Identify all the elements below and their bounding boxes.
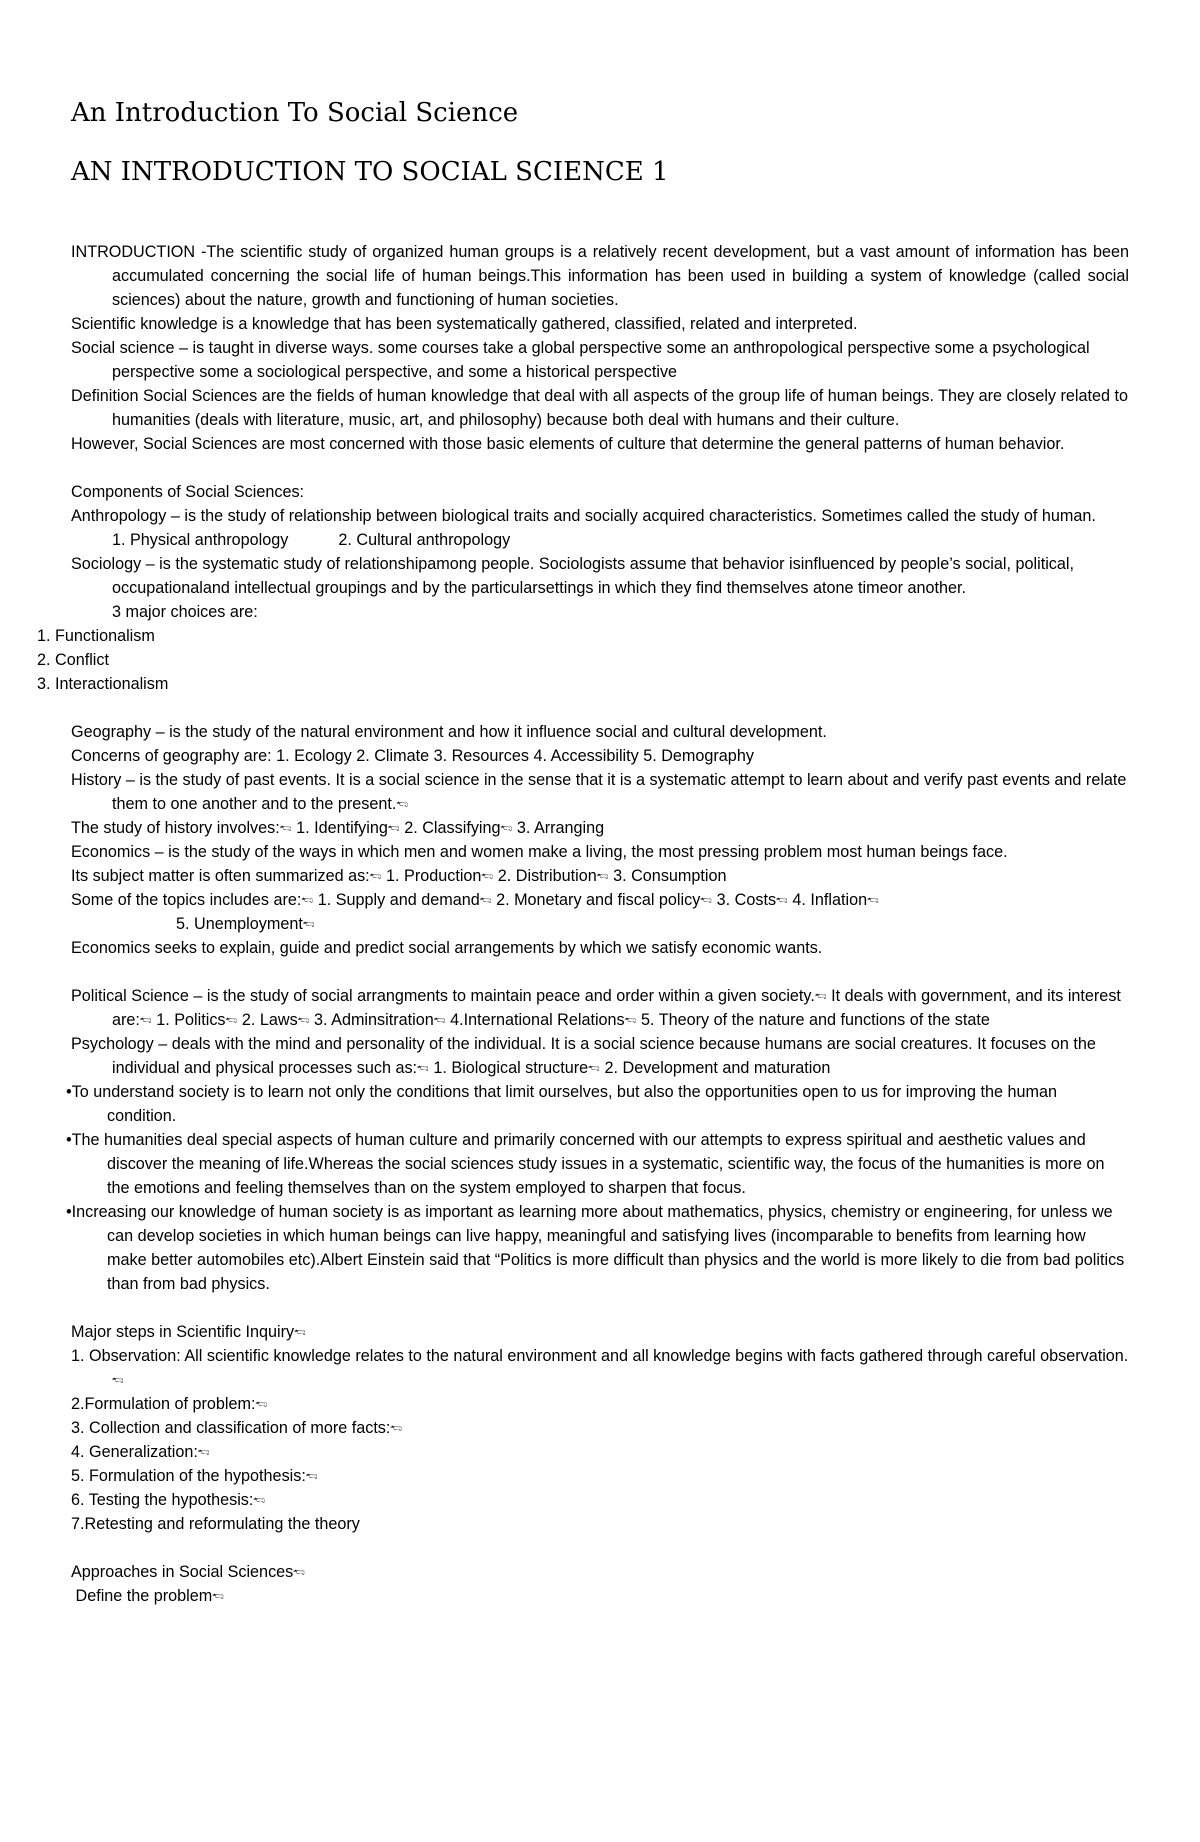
scientific-knowledge-paragraph: Scientific knowledge is a knowledge that has been systematically gathered, classified, related and interpreted. — [71, 315, 858, 333]
anthropology-type-physical: 1. Physical anthropology — [112, 531, 289, 549]
bullet-item: •Increasing our knowledge of human society is as important as learning more about mathematics, physics, chemistry or engineering, for unless we can develop societies in which human beings can live happy, meaningful and satisfying lives (incomparable to benefits from learning how make better automobiles etc).Albert Einstein said that “Politics is more difficult than physics and the world is more likely to die from bad politics than from bad physics. — [66, 1203, 1125, 1293]
choice-item: 2. Conflict — [37, 651, 109, 669]
geography-concerns: Concerns of geography are: 1. Ecology 2. Climate 3. Resources 4. Accessibility 5. Demography — [71, 747, 754, 765]
inquiry-heading: Major steps in Scientific Inquiry🖘 — [71, 1323, 306, 1341]
bullet-item: •To understand society is to learn not only the conditions that limit ourselves, but also the opportunities open to us for improving the human condition. — [66, 1083, 1057, 1125]
intro-paragraph: INTRODUCTION -The scientific study of organized human groups is a relatively recent development, but a vast amount of information has been accumulated concerning the social life of human beings.This information has been used in building a system of knowledge (called social sciences) about the nature, growth and functioning of human societies. — [71, 243, 1129, 309]
approaches-heading: Approaches in Social Sciences🖘 — [71, 1563, 306, 1581]
political-science-paragraph: Political Science – is the study of social arrangments to maintain peace and order within a given society.🖘 It deals with government, and its interest are:🖘 1. Politics🖘 2. Laws🖘 3. Adminsitration🖘 4.International Relations🖘 5. Theory of the nature and functions of the state — [71, 987, 1121, 1029]
however-paragraph: However, Social Sciences are most concerned with those basic elements of culture that determine the general patterns of human behavior. — [71, 435, 1065, 453]
inquiry-step: 5. Formulation of the hypothesis:🖘 — [71, 1467, 318, 1485]
inquiry-step: 3. Collection and classification of more facts:🖘 — [71, 1419, 403, 1437]
document-subtitle: AN INTRODUCTION TO SOCIAL SCIENCE 1 — [71, 157, 669, 187]
spacer — [71, 696, 1129, 720]
economics-paragraph: Economics – is the study of the ways in which men and women make a living, the most pressing problem most human beings face. — [71, 843, 1008, 861]
spacer — [71, 456, 1129, 480]
spacer — [71, 1536, 1129, 1560]
history-paragraph: History – is the study of past events. It is a social science in the sense that it is a systematic attempt to learn about and verify past events and relate them to one another and to the present.🖘 — [71, 771, 1127, 813]
economics-topics-continued — [71, 912, 1129, 936]
economics-topics-cont-text: 5. Unemployment🖘 — [176, 915, 315, 933]
document-body — [37, 240, 1129, 1608]
psychology-paragraph: Psychology – deals with the mind and personality of the individual. It is a social science because humans are social creatures. It focuses on the individual and physical processes such as:🖘 1. Biological structure🖘 2. Development and maturation — [71, 1035, 1096, 1077]
choice-item: 1. Functionalism — [37, 627, 155, 645]
economics-seeks: Economics seeks to explain, guide and predict social arrangements by which we satisfy economic wants. — [71, 939, 823, 957]
anthropology-types — [71, 528, 1129, 552]
sociology-paragraph: Sociology – is the systematic study of relationshipamong people. Sociologists assume that behavior isinfluenced by people’s social, political, occupationaland intellectual groupings and by the particularsettings in which they find themselves atone timeor another. — [71, 555, 1074, 597]
social-science-paragraph: Social science – is taught in diverse ways. some courses take a global perspective some an anthropological perspective some a psychological perspective some a sociological perspective, and some a historical perspective — [71, 339, 1090, 381]
geography-paragraph: Geography – is the study of the natural environment and how it influence social and cultural development. — [71, 723, 827, 741]
choices-heading: 3 major choices are: — [112, 603, 258, 621]
bullet-item: •The humanities deal special aspects of human culture and primarily concerned with our attempts to express spiritual and aesthetic values and discover the meaning of life.Whereas the social sciences study issues in a systematic, scientific way, the focus of the humanities is more on the emotions and feeling themselves than on the system employed to sharpen that focus. — [66, 1131, 1105, 1197]
inquiry-step: 1. Observation: All scientific knowledge relates to the natural environment and all knowledge begins with facts gathered through careful observation.🖘 — [71, 1347, 1129, 1389]
anthropology-paragraph: Anthropology – is the study of relationship between biological traits and socially acquired characteristics. Sometimes called the study of human. — [71, 507, 1096, 525]
history-involves: The study of history involves:🖘 1. Identifying🖘 2. Classifying🖘 3. Arranging — [71, 819, 605, 837]
document-title: An Introduction To Social Science — [71, 98, 519, 128]
economics-subject: Its subject matter is often summarized as:🖘 1. Production🖘 2. Distribution🖘 3. Consumption — [71, 867, 727, 885]
economics-topics: Some of the topics includes are:🖘 1. Supply and demand🖘 2. Monetary and fiscal policy🖘 3. Costs🖘 4. Inflation🖘 — [71, 891, 879, 909]
anthropology-type-cultural: 2. Cultural anthropology — [338, 531, 511, 549]
spacer — [71, 960, 1129, 984]
inquiry-step: 7.Retesting and reformulating the theory — [71, 1515, 360, 1533]
definition-paragraph: Definition Social Sciences are the fields of human knowledge that deal with all aspects of the group life of human beings. They are closely related to humanities (deals with literature, music, art, and philosophy) because both deal with humans and their culture. — [71, 387, 1129, 429]
spacer — [71, 1296, 1129, 1320]
approaches-first-item: Define the problem🖘 — [71, 1587, 225, 1605]
inquiry-step: 6. Testing the hypothesis:🖘 — [71, 1491, 266, 1509]
components-heading: Components of Social Sciences: — [71, 483, 305, 501]
choice-item: 3. Interactionalism — [37, 675, 169, 693]
inquiry-step: 2.Formulation of problem:🖘 — [71, 1395, 268, 1413]
inquiry-step: 4. Generalization:🖘 — [71, 1443, 210, 1461]
